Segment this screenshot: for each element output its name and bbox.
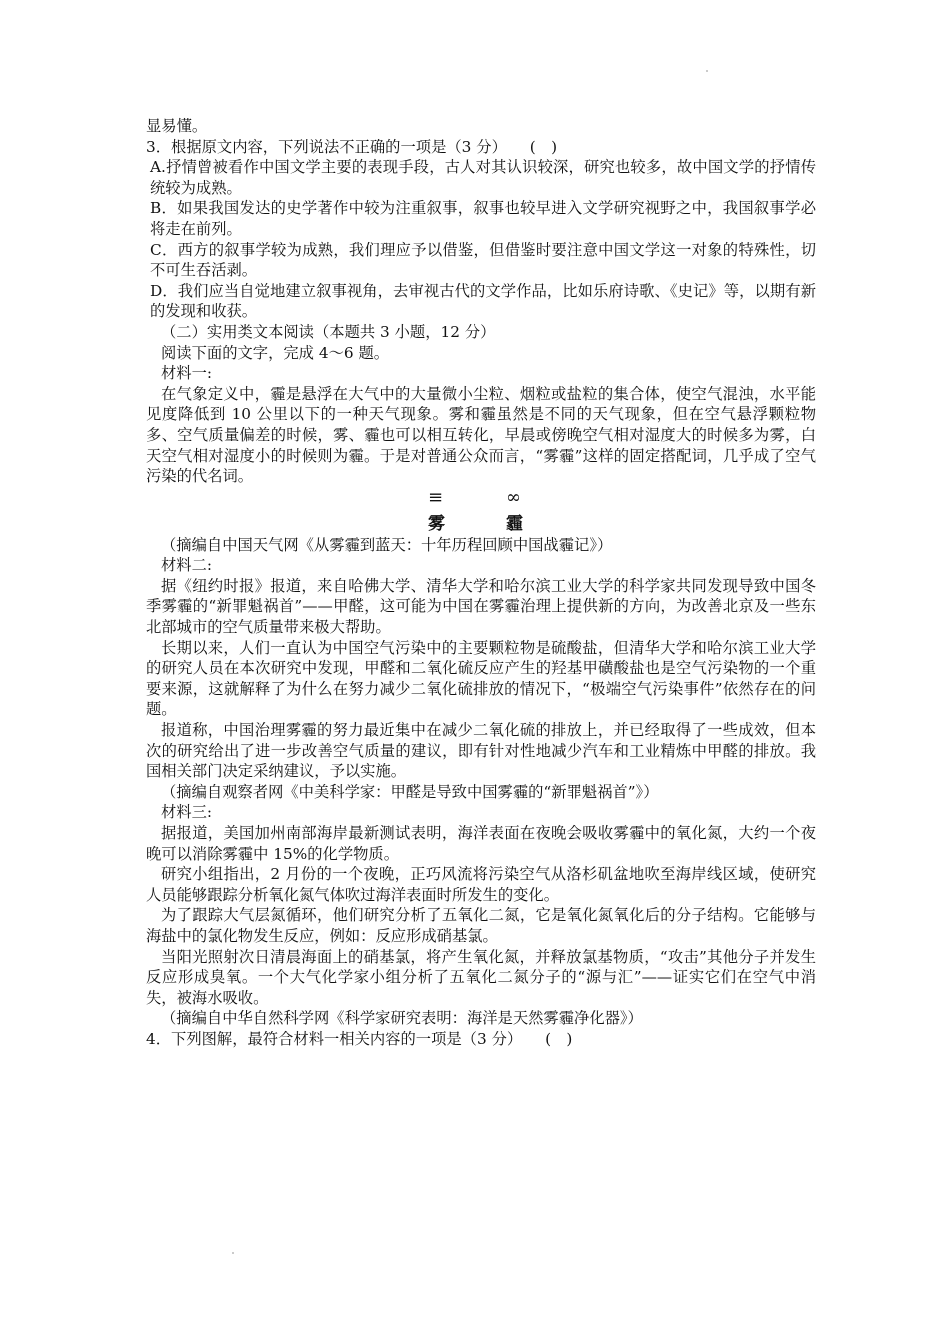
option-c: C．西方的叙事学较为成熟，我们理应予以借鉴，但借鉴时要注意中国文学这一对象的特殊性，切不可生吞活剥。 bbox=[150, 240, 816, 280]
material-2-paragraph-1: 据《纽约时报》报道，来自哈佛大学、清华大学和哈尔滨工业大学的科学家共同发现导致中国冬季雾霾的“新罪魁祸首”——甲醛，这可能为中国在雾霾治理上提供新的方向，为改善北京及一些东北部城市的空气质量带来极大帮助。 bbox=[146, 576, 816, 637]
figure-symbols bbox=[146, 487, 816, 509]
instruction: 阅读下面的文字，完成 4～6 题。 bbox=[161, 343, 390, 362]
material-1-label: 材料一: bbox=[161, 364, 213, 383]
option-b: B．如果我国发达的史学著作中较为注重叙事，叙事也较早进入文学研究视野之中，我国叙事学必将走在前列。 bbox=[150, 199, 816, 238]
material-2-paragraph-2: 长期以来，人们一直认为中国空气污染中的主要颗粒物是硫酸盐，但清华大学和哈尔滨工业大学的研究人员在本次研究中发现，甲醛和二氧化硫反应产生的羟基甲磺酸盐也是空气污染物的一个重要来源，这就解释了为什么在努力减少二氧化硫排放的情况下，“极端空气污染事件”依然存在的问题。 bbox=[146, 638, 816, 719]
material-3-paragraph-3: 为了跟踪大气层氮循环，他们研究分析了五氧化二氮，它是氧化氮氧化后的分子结构。它能够与海盐中的氯化物发生反应，例如：反应形成硝基氯。 bbox=[146, 906, 816, 945]
section-heading: （二）实用类文本阅读（本题共 3 小题，12 分） bbox=[161, 322, 496, 341]
option-a: A.抒情曾被看作中国文学主要的表现手段，古人对其认识较深，研究也较多，故中国文学的抒情传统较为成熟。 bbox=[150, 158, 816, 197]
source-1: （摘编自中国天气网《从雾霾到蓝天：十年历程回顾中国战霾记》） bbox=[161, 535, 613, 554]
material-3-label: 材料三: bbox=[161, 803, 213, 822]
question-3: 3．根据原文内容，下列说法不正确的一项是（3 分） ( ) bbox=[146, 137, 558, 156]
option-d: D．我们应当自觉地建立叙事视角，去审视古代的文学作品，比如乐府诗歌、《史记》等，以期有新的发现和收获。 bbox=[150, 281, 816, 321]
material-1-paragraph: 在气象定义中，霾是悬浮在大气中的大量微小尘粒、烟粒或盐粒的集合体，使空气混浊，水平能见度降低到 10 公里以下的一种天气现象。雾和霾虽然是不同的天气现象，但在空气悬浮颗粒物多、空气质量偏差的时候，雾、霾也可以相互转化，早晨或傍晚空气相对湿度大的时候多为雾，白天空气相对湿度小的时候则为霾。于是对普通公众而言，“雾霾”这样的固定搭配词，几乎成了空气污染的代名词。 bbox=[146, 384, 816, 486]
material-2-paragraph-3: 报道称，中国治理雾霾的努力最近集中在减少二氧化硫的排放上，并已经取得了一些成效，但本次的研究给出了进一步改善空气质量的建议，即有针对性地减少汽车和工业精炼中甲醛的排放。我国相关部门决定采纳建议，予以实施。 bbox=[146, 721, 816, 781]
scan-dot-bottom bbox=[232, 1252, 234, 1254]
figure-title-fog: 雾 bbox=[428, 513, 445, 534]
document-page bbox=[146, 116, 816, 1050]
source-2: （摘编自观察者网《中美科学家：甲醛是导致中国雾霾的“新罪魁祸首”》） bbox=[161, 782, 659, 801]
question-4: 4．下列图解，最符合材料一相关内容的一项是（3 分） ( ) bbox=[146, 1029, 573, 1048]
material-3-paragraph-4: 当阳光照射次日清晨海面上的硝基氯，将产生氧化氮，并释放氯基物质，“攻击”其他分子并发生反应形成臭氧。一个大气化学家小组分析了五氧化二氮分子的“源与汇”——证实它们在空气中消失，被海水吸收。 bbox=[146, 947, 816, 1007]
material-2-label: 材料二: bbox=[161, 556, 213, 575]
infinity-symbol: ∞ bbox=[506, 486, 521, 508]
equiv-symbol: ≡ bbox=[428, 486, 444, 508]
source-3: （摘编自中华自然科学网《科学家研究表明：海洋是天然雾霾净化器》） bbox=[161, 1009, 643, 1028]
material-3-paragraph-1: 据报道，美国加州南部海岸最新测试表明，海洋表面在夜晚会吸收雾霾中的氧化氮，大约一个夜晚可以消除雾霾中 15%的化学物质。 bbox=[146, 824, 816, 863]
material-3-paragraph-2: 研究小组指出，2 月份的一个夜晚，正巧风流将污染空气从洛杉矶盆地吹至海岸线区域，使研究人员能够跟踪分析氧化氮气体吹过海洋表面时所发生的变化。 bbox=[146, 865, 816, 904]
text-line: 显易懂。 bbox=[146, 117, 208, 135]
figure-title bbox=[146, 509, 816, 535]
figure-title-haze: 霾 bbox=[506, 513, 523, 534]
scan-dot-top bbox=[706, 70, 708, 72]
